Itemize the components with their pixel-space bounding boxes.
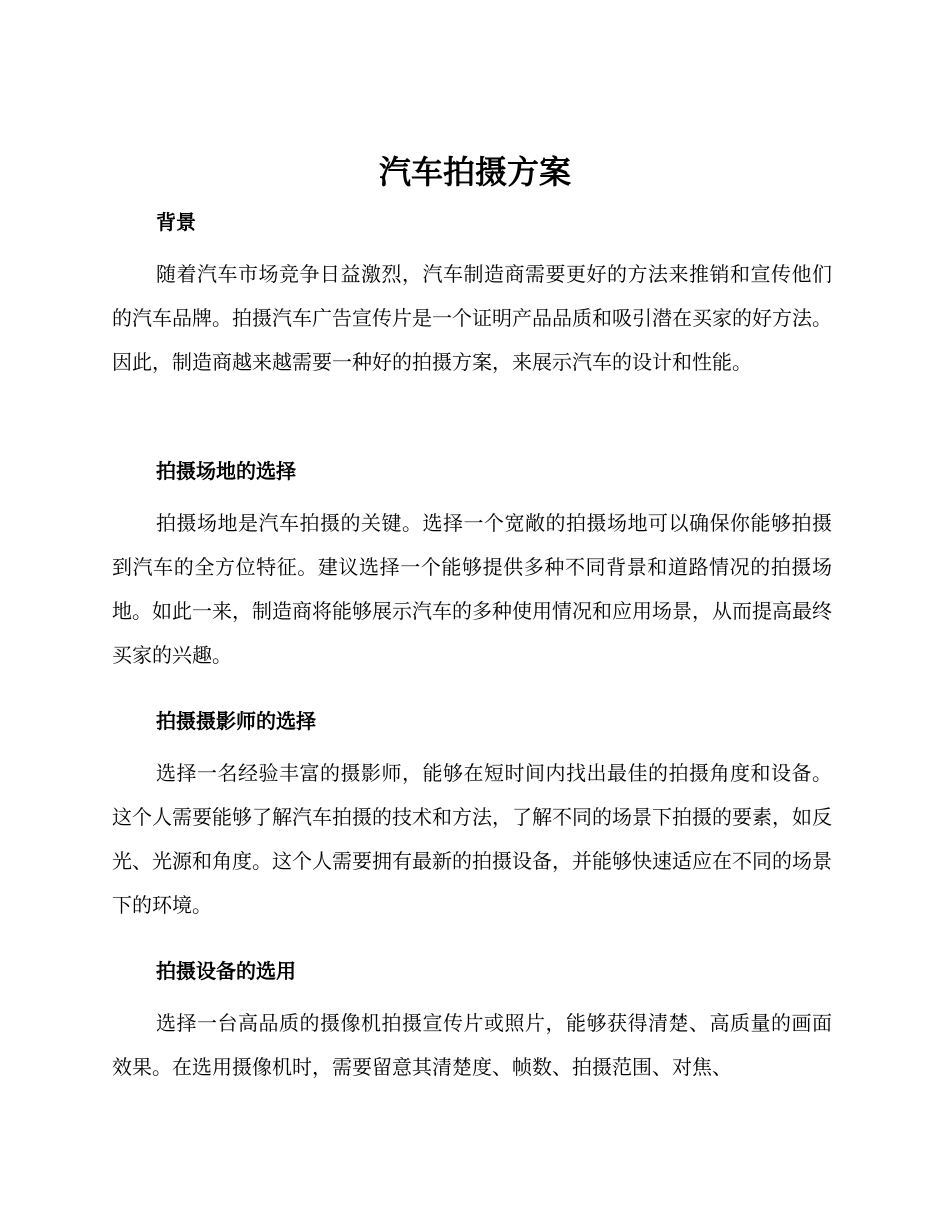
section-paragraph: 拍摄场地是汽车拍摄的关键。选择一个宽敞的拍摄场地可以确保你能够拍摄到汽车的全方位特征。建议选择一个能够提供多种不同背景和道路情况的拍摄场地。如此一来，制造商将能够展示汽车的多种使用情况和应用场景，从而提高最终买家的兴趣。 [112,511,832,667]
section-photographer-selection [112,706,832,927]
section-heading: 拍摄设备的选用 [156,959,296,983]
section-paragraph: 选择一台高品质的摄像机拍摄宣传片或照片，能够获得清楚、高质量的画面效果。在选用摄像机时，需要留意其清楚度、帧数、拍摄范围、对焦、 [112,1011,832,1079]
section-heading: 背景 [156,210,196,234]
section-background [112,207,832,384]
section-equipment-selection [112,956,832,1089]
section-paragraph: 随着汽车市场竞争日益激烈，汽车制造商需要更好的方法来推销和宣传他们的汽车品牌。拍摄汽车广告宣传片是一个证明产品品质和吸引潜在买家的好方法。因此，制造商越来越需要一种好的拍摄方案，来展示汽车的设计和性能。 [112,262,832,374]
section-venue-selection [112,456,832,677]
document-title: 汽车拍摄方案 [378,153,571,191]
section-heading: 拍摄场地的选择 [156,459,296,483]
section-heading: 拍摄摄影师的选择 [156,709,316,733]
section-paragraph: 选择一名经验丰富的摄影师，能够在短时间内找出最佳的拍摄角度和设备。这个人需要能够了解汽车拍摄的技术和方法，了解不同的场景下拍摄的要素，如反光、光源和角度。这个人需要拥有最新的拍摄设备，并能够快速适应在不同的场景下的环境。 [112,761,832,917]
